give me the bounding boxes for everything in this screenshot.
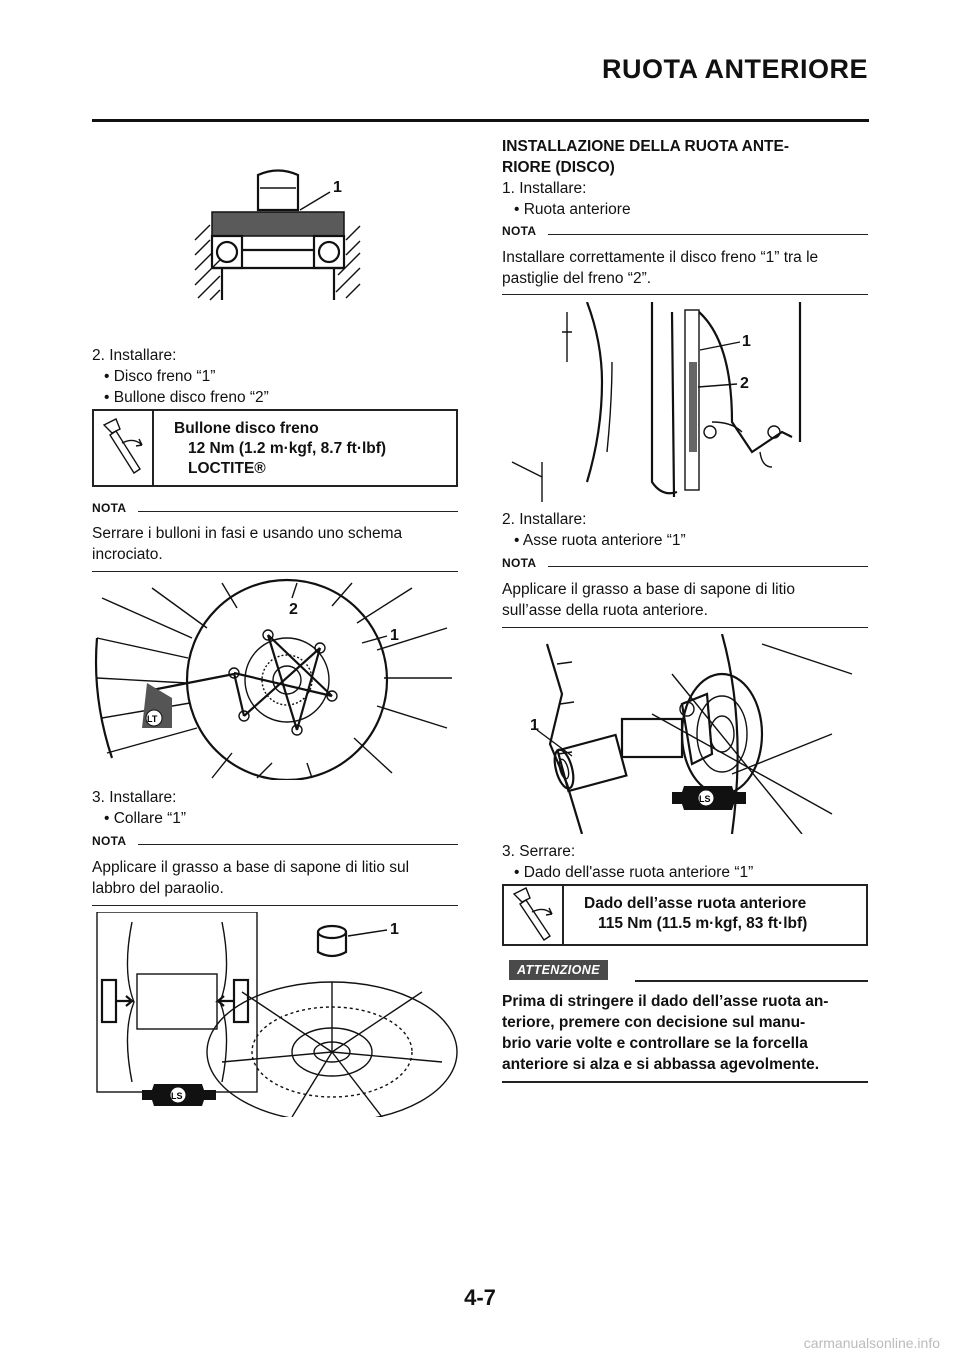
header-rule <box>92 119 869 122</box>
right-nota2-line2: sull’asse della ruota anteriore. <box>502 602 708 619</box>
fig2-label-1: 1 <box>390 627 399 644</box>
left-nota1-label: NOTA <box>92 501 127 515</box>
torque-box-axle-nut <box>502 884 868 946</box>
nota-rule <box>548 234 868 235</box>
left-nota2-line1: Applicare il grasso a base di sapone di litio sul <box>92 859 410 876</box>
page-number: 4-7 <box>464 1285 496 1310</box>
torque1-value: 12 Nm (1.2 m·kgf, 8.7 ft·lbf) <box>188 440 387 457</box>
right-heading-line1: INSTALLAZIONE DELLA RUOTA ANTE- <box>502 138 790 155</box>
right-nota2-label: NOTA <box>502 556 537 570</box>
fig4-label-2: 2 <box>740 375 749 392</box>
fig4-label-1: 1 <box>742 333 751 350</box>
figure-disc-between-pads <box>502 302 868 502</box>
left-step2-item2: • Bullone disco freno “2” <box>104 389 269 406</box>
nota-rule <box>548 566 868 567</box>
right-nota1-line2: pastiglie del freno “2”. <box>502 270 652 287</box>
torque2-value: 115 Nm (11.5 m·kgf, 83 ft·lbf) <box>598 915 808 932</box>
torque2-name: Dado dell’asse ruota anteriore <box>584 895 807 912</box>
torque-wrench-icon <box>504 886 560 944</box>
torque-box-disc-bolt <box>92 409 458 487</box>
left-step3-item1: • Collare “1” <box>104 810 187 827</box>
attention-badge: ATTENZIONE <box>509 960 608 980</box>
page-title: RUOTA ANTERIORE <box>602 54 868 84</box>
left-nota2-label: NOTA <box>92 834 127 848</box>
attention-line2: teriore, premere con decisione sul manu- <box>502 1014 806 1031</box>
fig1-label-1: 1 <box>333 179 342 196</box>
nota-end-rule <box>92 571 458 572</box>
right-step3-item1: • Dado dell'asse ruota anteriore “1” <box>514 864 754 881</box>
torque-icon-cell <box>94 411 154 485</box>
nota-end-rule <box>92 905 458 906</box>
right-nota1-label: NOTA <box>502 224 537 238</box>
right-step2-item1: • Asse ruota anteriore “1” <box>514 532 686 549</box>
right-step3-title: 3. Serrare: <box>502 843 576 860</box>
attention-line3: brio varie volte e controllare se la forcella <box>502 1035 808 1052</box>
fig5-ls-badge: LS <box>699 794 711 804</box>
fig2-label-2: 2 <box>289 601 298 618</box>
left-nota2-line2: labbro del paraolio. <box>92 880 224 897</box>
left-step2-title: 2. Installare: <box>92 347 177 364</box>
fig5-label-1: 1 <box>530 717 539 734</box>
figure-bearing-install <box>190 160 365 305</box>
torque-icon-cell <box>504 886 564 944</box>
nota-rule <box>138 511 458 512</box>
figure-collar-install <box>92 912 458 1117</box>
fig3-ls-badge: LS <box>171 1091 183 1101</box>
torque-wrench-icon <box>94 411 150 485</box>
right-nota1-line1: Installare correttamente il disco freno “1” tra le <box>502 249 819 266</box>
fig3-label-1: 1 <box>390 921 399 938</box>
attention-rule <box>635 980 868 982</box>
right-step1-item1: • Ruota anteriore <box>514 201 631 218</box>
nota-end-rule <box>502 294 868 295</box>
attention-line1: Prima di stringere il dado dell’asse ruota an- <box>502 993 829 1010</box>
left-nota1-line1: Serrare i bulloni in fasi e usando uno schema <box>92 525 403 542</box>
left-step3-title: 3. Installare: <box>92 789 177 806</box>
figure-disc-bolt-pattern <box>92 578 458 780</box>
right-heading-line2: RIORE (DISCO) <box>502 159 615 176</box>
nota-end-rule <box>502 627 868 628</box>
left-nota1-line2: incrociato. <box>92 546 163 563</box>
nota-rule <box>138 844 458 845</box>
fig2-lt-badge: LT <box>147 714 158 724</box>
torque1-extra: LOCTITE® <box>188 460 266 477</box>
right-step1-title: 1. Installare: <box>502 180 587 197</box>
watermark: carmanualsonline.info <box>803 1335 940 1351</box>
figure-axle-install <box>502 634 868 834</box>
torque1-name: Bullone disco freno <box>174 420 319 437</box>
right-step2-title: 2. Installare: <box>502 511 587 528</box>
right-nota2-line1: Applicare il grasso a base di sapone di litio <box>502 581 795 598</box>
left-step2-item1: • Disco freno “1” <box>104 368 216 385</box>
attention-end-rule <box>502 1081 868 1083</box>
attention-line4: anteriore si alza e si abbassa agevolmente. <box>502 1056 820 1073</box>
